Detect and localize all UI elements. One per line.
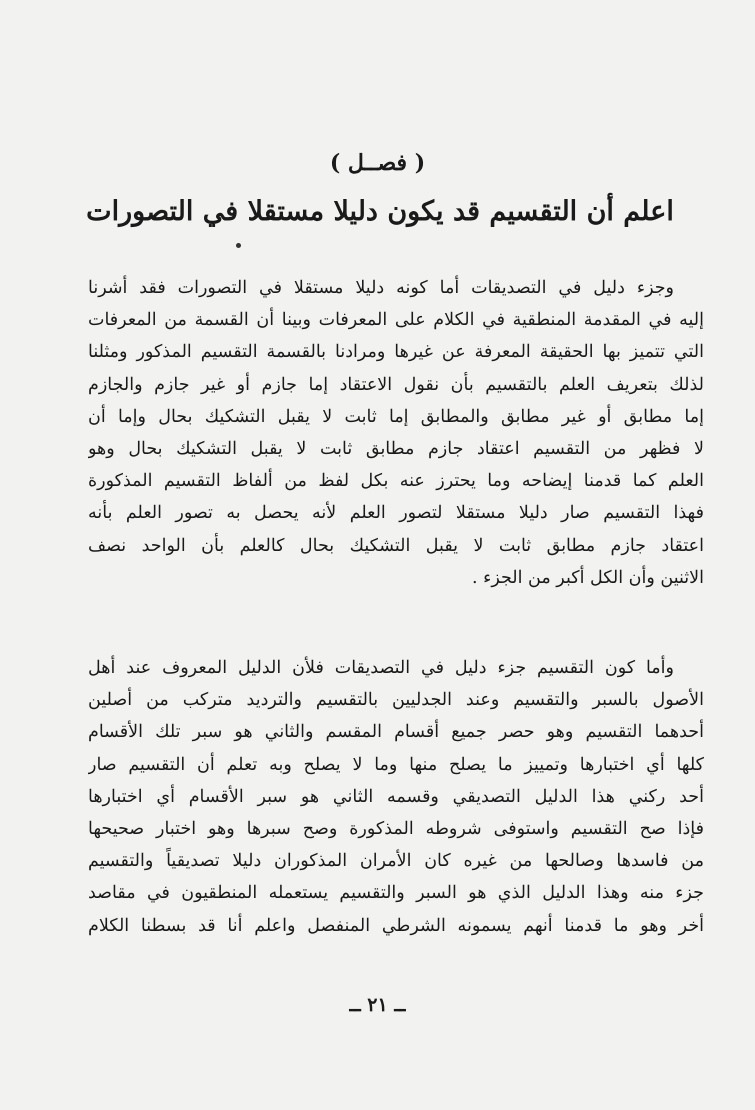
chapter-title: اعلم أن التقسيم قد يكون دليلا مستقلا في التصورات: [86, 196, 674, 227]
text-line: فإذا صح التقسيم واستوفى شروطه المذكورة وصح سبرها وهو اختبار صحيحها: [88, 818, 704, 839]
text-line: لذلك بتعريف العلم بالتقسيم بأن نقول الاعتقاد إما جازم أو غير جازم والجازم: [88, 374, 704, 395]
text-line: أخر وهو ما قدمنا أنهم يسمونه الشرطي المنفصل واعلم أنا قد بسطنا الكلام: [88, 915, 704, 936]
text-line: من فاسدها وصالحها من غيره كان الأمران المذكوران دليلا تصديقياً والتقسيم: [88, 851, 704, 872]
text-line: فهذا التقسيم صار دليلا مستقلا لتصور العلم لأنه يحصل به تصور العلم بأنه: [88, 503, 704, 524]
text-line: كلها أي اختبارها وتمييز ما يصلح منها وما لا يصلح وبه تعلم أن التقسيم صار: [88, 754, 704, 775]
text-line: الأصول بالسبر والتقسيم وعند الجدليين بالتقسيم والترديد متركب من أصلين: [88, 690, 704, 711]
text-line: جزء منه وهذا الدليل الذي هو السبر والتقسيم يستعمله المنطقيون في مقاصد: [88, 883, 704, 904]
paragraph-2: [88, 652, 704, 942]
text-line: أحد ركني هذا الدليل التصديقي وقسمه الثاني هو سبر الأقسام أي اختبارها: [88, 786, 704, 807]
text-line: العلم كما قدمنا إيضاحه وما يحترز عنه بكل لفظ من ألفاظ التقسيم المذكورة: [88, 471, 704, 492]
ink-dot: [236, 243, 241, 248]
text-line: اعتقاد جازم مطابق ثابت لا يقبل التشكيك بحال كالعلم بأن الواحد نصف: [88, 535, 704, 556]
section-heading: ( فصــل ): [329, 150, 426, 176]
text-line: لا فظهر من التقسيم اعتقاد جازم مطابق ثابت لا يقبل التشكيك بحال وهو: [88, 438, 704, 459]
text-line: الاثنين وأن الكل أكبر من الجزء .: [471, 567, 704, 588]
text-line: أحدهما التقسيم وهو حصر جميع أقسام المقسم والثاني هو سبر تلك الأقسام: [88, 722, 704, 743]
text-line: وأما كون التقسيم جزء دليل في التصديقات فلأن الدليل المعروف عند أهل: [88, 658, 674, 678]
text-line: إليه في المقدمة المنطقية في الكلام على المعرفات وبينا أن القسمة من المعرفات: [88, 310, 704, 331]
text-line: التي تتميز بها الحقيقة المعرفة عن غيرها ومرادنا بالقسمة التقسيم المذكور ومثلنا: [88, 342, 704, 363]
text-line: وجزء دليل في التصديقات أما كونه دليلا مستقلا في التصورات فقد أشرنا: [88, 278, 674, 298]
text-line: إما مطابق أو غير مطابق والمطابق إما ثابت لا يقبل التشكيك بحال وإما أن: [88, 406, 704, 427]
paragraph-1: [88, 272, 704, 594]
page-number: ــ ٢١ ــ: [349, 994, 406, 1016]
